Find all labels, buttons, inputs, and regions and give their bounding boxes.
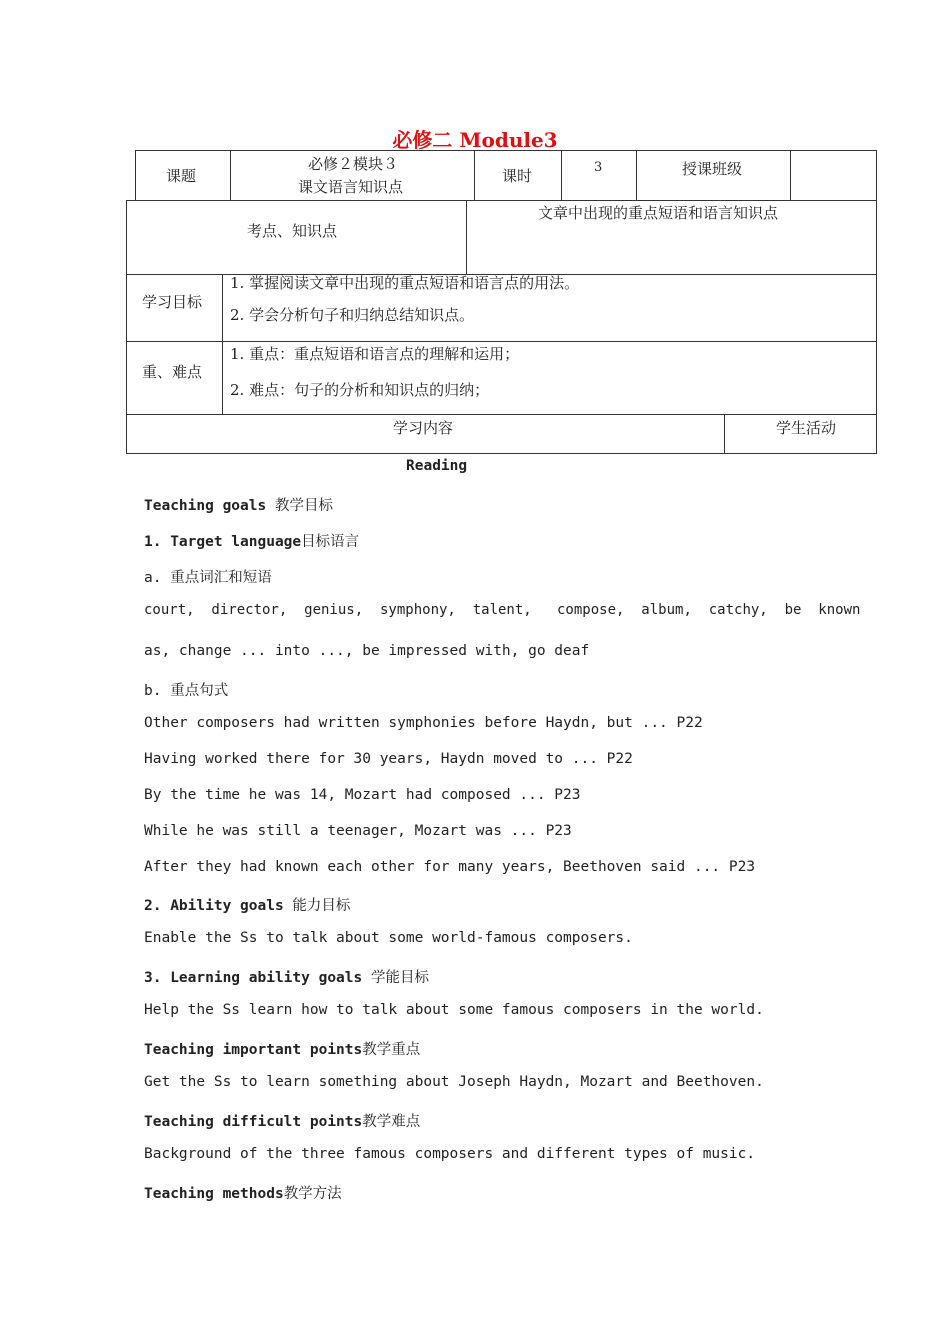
teaching-methods-heading <box>144 1182 342 1203</box>
teaching-goals-cn: 教学目标 <box>274 498 333 514</box>
important-points-heading <box>144 1038 420 1059</box>
vocab-line: court, director, genius, symphony, talent, compose, album, catchy, be known <box>144 602 861 618</box>
difficult-cn: 教学难点 <box>362 1114 421 1130</box>
vocab-line: as, change ... into ..., be impressed with, go deaf <box>144 643 590 659</box>
label-keypoints: 考点、知识点 <box>247 222 338 240</box>
table-row-difficulties <box>126 341 877 415</box>
difficult-en: Teaching difficult points <box>144 1114 363 1130</box>
label-period: 课时 <box>502 167 533 185</box>
sentence-item: Having worked there for 30 years, Haydn moved to ... P22 <box>144 751 633 767</box>
target-cn: 目标语言 <box>301 534 360 550</box>
methods-en: Teaching methods <box>144 1186 284 1202</box>
ability-goals-heading <box>144 894 350 915</box>
objective-item: 2. 学会分析句子和归纳总结知识点。 <box>230 306 475 324</box>
reading-heading: Reading <box>406 458 468 474</box>
learning-text: Help the Ss learn how to talk about some famous composers in the world. <box>144 1002 764 1018</box>
label-objectives: 学习目标 <box>142 293 203 311</box>
table-row-topic <box>135 150 877 201</box>
objective-item: 1. 掌握阅读文章中出现的重点短语和语言点的用法。 <box>230 274 580 292</box>
label-content: 学习内容 <box>393 419 454 437</box>
learning-en: 3. Learning ability goals <box>144 970 371 986</box>
difficult-text: Background of the three famous composers and different types of music. <box>144 1146 756 1162</box>
topic-line1: 必修２模块３ <box>308 155 399 173</box>
label-topic: 课题 <box>166 167 197 185</box>
teaching-goals-en: Teaching goals <box>144 498 275 514</box>
sentence-item: Other composers had written symphonies before Haydn, but ... P22 <box>144 715 703 731</box>
label-class: 授课班级 <box>682 160 743 178</box>
ability-text: Enable the Ss to talk about some world-famous composers. <box>144 930 633 946</box>
difficulty-item: 2. 难点：句子的分析和知识点的归纳； <box>230 381 490 399</box>
label-difficulties: 重、难点 <box>142 363 203 381</box>
table-row-keypoints <box>126 200 877 275</box>
ability-en: 2. Ability goals <box>144 898 293 914</box>
important-cn: 教学重点 <box>362 1042 421 1058</box>
learning-cn: 学能目标 <box>370 970 429 986</box>
target-language-heading <box>144 530 359 551</box>
table-row-content-header <box>126 414 877 454</box>
difficulty-item: 1. 重点：重点短语和语言点的理解和运用； <box>230 345 520 363</box>
keypoints-content: 文章中出现的重点短语和语言知识点 <box>538 204 779 222</box>
important-text: Get the Ss to learn something about Joseph Haydn, Mozart and Beethoven. <box>144 1074 764 1090</box>
sentence-item: By the time he was 14, Mozart had composed ... P23 <box>144 787 581 803</box>
page-title: 必修二 Module3 <box>392 128 558 152</box>
methods-cn: 教学方法 <box>283 1186 342 1202</box>
vocab-heading: a. 重点词汇和短语 <box>144 570 272 586</box>
label-activity: 学生活动 <box>776 419 837 437</box>
target-en: 1. Target language <box>144 534 302 550</box>
ability-cn: 能力目标 <box>292 898 351 914</box>
learning-goals-heading <box>144 966 429 987</box>
period-value: 3 <box>594 160 603 175</box>
sentence-item: After they had known each other for many years, Beethoven said ... P23 <box>144 859 756 875</box>
difficult-points-heading <box>144 1110 420 1131</box>
sentences-heading: b. 重点句式 <box>144 683 229 699</box>
teaching-goals-heading <box>144 494 333 515</box>
table-row-objectives <box>126 274 877 342</box>
topic-line2: 课文语言知识点 <box>298 178 404 196</box>
important-en: Teaching important points <box>144 1042 363 1058</box>
sentence-item: While he was still a teenager, Mozart was ... P23 <box>144 823 572 839</box>
